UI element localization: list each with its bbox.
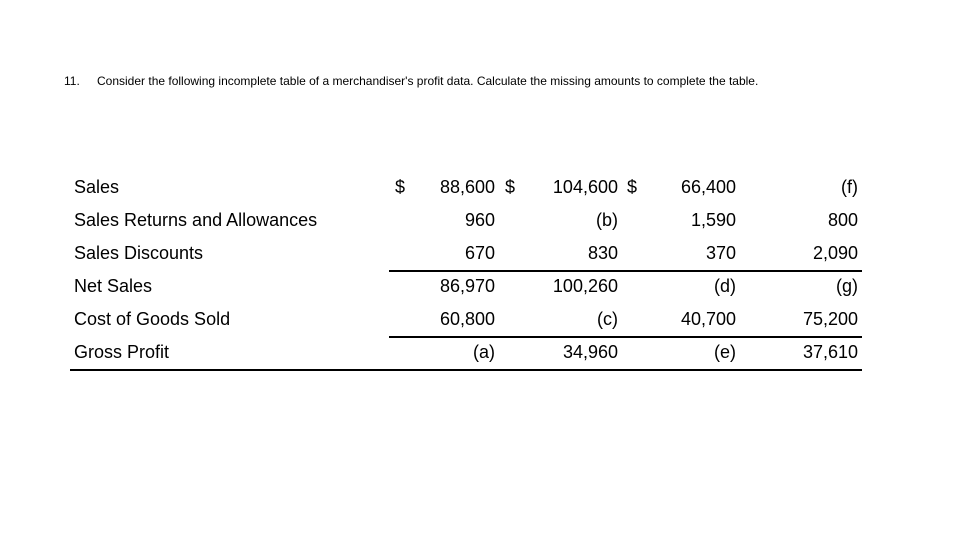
row-label: Sales Returns and Allowances	[74, 210, 318, 230]
table-bottom-rule	[70, 369, 862, 371]
table-row-discounts	[70, 237, 862, 270]
cell-value: (d)	[714, 276, 736, 296]
cell-value: (b)	[596, 210, 618, 230]
cell-value: (f)	[841, 177, 858, 197]
cell-value: 66,400	[680, 177, 736, 197]
cell-value: 37,610	[802, 342, 858, 362]
cell-value: 40,700	[680, 309, 736, 329]
table-row-returns	[70, 204, 862, 237]
cell-value: 1,590	[690, 210, 736, 230]
cell-value: 100,260	[552, 276, 618, 296]
row-label: Cost of Goods Sold	[74, 309, 231, 329]
cell-value: 60,800	[439, 309, 495, 329]
cell-value: 86,970	[439, 276, 495, 296]
cell-value: 2,090	[812, 243, 858, 263]
row-label: Sales Discounts	[74, 243, 204, 263]
table-row-gross-profit	[70, 336, 862, 369]
currency-symbol: $	[505, 177, 516, 197]
cell-value: (c)	[597, 309, 618, 329]
cell-value: 830	[587, 243, 618, 263]
row-label: Sales	[74, 177, 120, 197]
currency-symbol: $	[395, 177, 406, 197]
cell-value: 370	[705, 243, 736, 263]
profit-table	[70, 171, 862, 369]
cell-value: 75,200	[802, 309, 858, 329]
table-row-sales	[70, 171, 862, 204]
cell-value: 670	[464, 243, 495, 263]
question-body: Consider the following incomplete table of a merchandiser's profit data. Calculate the missing amounts to complete the table.	[97, 74, 759, 88]
cell-value: 800	[827, 210, 858, 230]
table-row-net-sales	[70, 270, 862, 303]
question-text	[64, 74, 944, 88]
question-number: 11.	[64, 74, 80, 88]
cell-value: (a)	[473, 342, 495, 362]
cell-value: (g)	[836, 276, 858, 296]
row-label: Gross Profit	[74, 342, 170, 362]
cell-value: (e)	[714, 342, 736, 362]
currency-symbol: $	[627, 177, 638, 197]
cell-value: 88,600	[439, 177, 495, 197]
table-row-cogs	[70, 303, 862, 336]
cell-value: 34,960	[562, 342, 618, 362]
cell-value: 960	[464, 210, 495, 230]
cell-value: 104,600	[552, 177, 618, 197]
row-label: Net Sales	[74, 276, 153, 296]
